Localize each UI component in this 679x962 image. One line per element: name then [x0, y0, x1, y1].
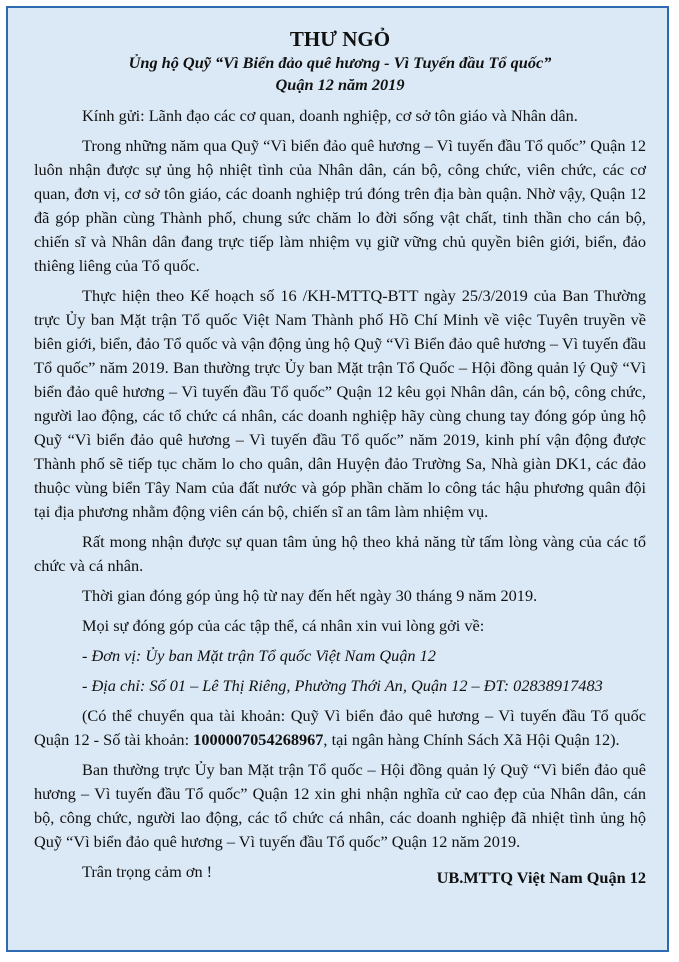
paragraph-2: Thực hiện theo Kế hoạch số 16 /KH-MTTQ-BTT ngày 25/3/2019 của Ban Thường trực Ủy ban Mặt trận Tổ quốc Việt Nam Thành phố Hồ Chí Minh về việc Tuyên truyền về biên giới, biển, đảo Tổ quốc và vận động ủng hộ Quỹ “Vì Biển đảo quê hương – Vì tuyến đầu Tổ quốc” năm 2019. Ban thường trực Ủy ban Mặt trận Tổ Quốc – Hội đồng quản lý Quỹ “Vì biển đảo quê hương – Vì tuyến đầu Tổ quốc” Quận 12 kêu gọi Nhân dân, cán bộ, công chức, người lao động, các tổ chức cá nhân, các doanh nghiệp hãy cùng chung tay đóng góp ủng hộ Quỹ “Vì biển đảo quê hương – Vì tuyến đầu Tổ quốc” năm 2019, kinh phí vận động được Thành phố sẽ tiếp tục chăm lo cho quân, dân Huyện đảo Trường Sa, Nhà giàn DK1, các đảo thuộc vùng biển Tây Nam của đất nước và góp phần chăm lo công tác hậu phương quân đội tại địa phương nhằm động viên cán bộ, chiến sĩ an tâm làm nhiệm vụ.: [34, 286, 646, 521]
account-number: 1000007054268967: [193, 730, 324, 749]
letter-subtitle: Ủng hộ Quỹ “Vì Biển đảo quê hương - Vì Tuyến đầu Tổ quốc”: [128, 53, 552, 72]
transfer-suffix: , tại ngân hàng Chính Sách Xã Hội Quận 12).: [323, 730, 620, 749]
letter-content: [34, 26, 646, 890]
paragraph-3: Rất mong nhận được sự quan tâm ủng hộ theo khả năng từ tấm lòng vàng của các tổ chức và cá nhân.: [34, 532, 646, 575]
letter-date-line: Quận 12 năm 2019: [275, 75, 405, 94]
paragraph-5: Mọi sự đóng góp của các tập thể, cá nhân xin vui lòng gởi về:: [82, 616, 485, 635]
greeting-paragraph: Kính gửi: Lãnh đạo các cơ quan, doanh nghiệp, cơ sở tôn giáo và Nhân dân.: [82, 106, 578, 125]
letter-title: THƯ NGỎ: [289, 27, 391, 51]
transfer-prefix: (Có thể chuyển qua tài khoản: Quỹ Vì biển đảo quê hương – Vì tuyến đầu Tổ quốc Quận 12 - Số tài khoản:: [34, 706, 646, 749]
transfer-paragraph: [34, 704, 646, 752]
unit-line: - Đơn vị: Ủy ban Mặt trận Tổ quốc Việt Nam Quận 12: [82, 646, 436, 665]
paragraph-1: Trong những năm qua Quỹ “Vì biển đảo quê hương – Vì tuyến đầu Tổ quốc” Quận 12 luôn nhận được sự ủng hộ nhiệt tình của Nhân dân, cán bộ, công chức, viên chức, các cơ quan, đơn vị, cơ sở tôn giáo, các doanh nghiệp trú đóng trên địa bàn quận. Nhờ vậy, Quận 12 đã góp phần cùng Thành phố, chung sức chăm lo đời sống vật chất, tinh thần cho cán bộ, chiến sĩ và Nhân dân đang trực tiếp làm nhiệm vụ giữ vững chủ quyền biên giới, biển, đảo thiêng liêng của Tổ quốc.: [34, 136, 646, 275]
paragraph-7: Ban thường trực Ủy ban Mặt trận Tổ quốc – Hội đồng quản lý Quỹ “Vì biển đảo quê hương – Vì tuyến đầu Tổ quốc” Quận 12 xin ghi nhận nghĩa cử cao đẹp của Nhân dân, cán bộ, công chức, người lao động, các tổ chức cá nhân, các doanh nghiệp đã nhiệt tình ủng hộ Quỹ “Vì biển đảo quê hương – Vì tuyến đầu Tổ quốc” Quận 12 năm 2019.: [34, 760, 646, 851]
signature: UB.MTTQ Việt Nam Quận 12: [436, 868, 646, 887]
letter-frame: [6, 6, 669, 952]
address-line: - Địa chỉ: Số 01 – Lê Thị Riêng, Phường Thới An, Quận 12 – ĐT: 02838917483: [82, 676, 603, 695]
paragraph-4: Thời gian đóng góp ủng hộ từ nay đến hết ngày 30 tháng 9 năm 2019.: [82, 586, 538, 605]
closing-line: Trân trọng cảm ơn !: [82, 862, 213, 881]
